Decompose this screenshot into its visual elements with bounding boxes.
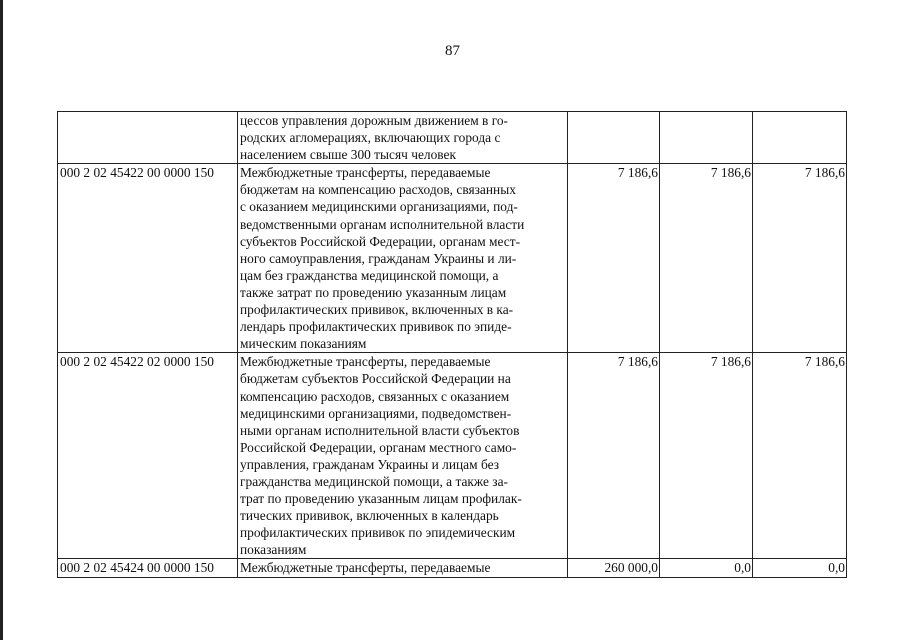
amount-col3: 0,0 — [753, 559, 847, 577]
scan-left-edge — [0, 0, 3, 640]
row-description: Межбюджетные трансферты, передаваемые — [238, 559, 568, 577]
table-row — [58, 353, 847, 559]
budget-code: 000 2 02 45424 00 0000 150 — [58, 559, 238, 577]
table-row — [58, 559, 847, 577]
budget-code: 000 2 02 45422 00 0000 150 — [58, 164, 238, 353]
budget-table — [57, 111, 847, 578]
amount-col1: 7 186,6 — [568, 353, 660, 559]
table-row — [58, 164, 847, 353]
budget-code — [58, 112, 238, 164]
row-description: цессов управления дорожным движением в го- родских агломерациях, включающих города с населением свыше 300 тысяч человек — [238, 112, 568, 164]
amount-col1: 260 000,0 — [568, 559, 660, 577]
amount-col3 — [753, 112, 847, 164]
amount-col1: 7 186,6 — [568, 164, 660, 353]
amount-col1 — [568, 112, 660, 164]
row-description: Межбюджетные трансферты, передаваемые бюджетам субъектов Российской Федерации на компенсацию расходов, связанных с оказанием медицинскими организациями, подведомствен- ными органам исполнительной власти субъектов Российской Федерации, органам местного само- управления, гражданам Украины и лицам без гражданства медицинской помощи, а также за- трат по проведению указанным лицам профилак- тических прививок, включенных в календарь профилактических прививок по эпидемическим показаниям — [238, 353, 568, 559]
amount-col2: 7 186,6 — [660, 164, 753, 353]
amount-col2: 0,0 — [660, 559, 753, 577]
page-number: 87 — [445, 43, 460, 59]
amount-col3: 7 186,6 — [753, 353, 847, 559]
budget-code: 000 2 02 45422 02 0000 150 — [58, 353, 238, 559]
amount-col2 — [660, 112, 753, 164]
table-row — [58, 112, 847, 164]
amount-col2: 7 186,6 — [660, 353, 753, 559]
amount-col3: 7 186,6 — [753, 164, 847, 353]
row-description: Межбюджетные трансферты, передаваемые бюджетам на компенсацию расходов, связанных с оказанием медицинскими организациями, под- ведомственными органам исполнительной власти субъектов Российской Федерации, органам мест- ного самоуправления, гражданам Украины и ли- цам без гражданства медицинской помощи, а также затрат по проведению указанным лицам профилактических прививок, включенных в ка- лендарь профилактических прививок по эпиде- мическим показаниям — [238, 164, 568, 353]
